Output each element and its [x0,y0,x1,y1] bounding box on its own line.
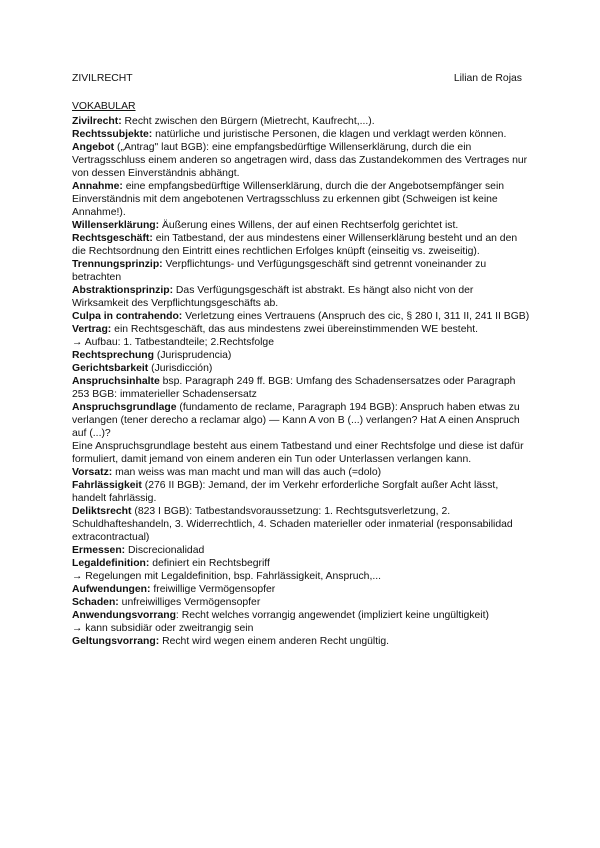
term: Abstraktionsprinzip: [72,285,174,296]
term: Rechtsprechung [72,350,154,361]
definition: (276 II BGB): Jemand, der im Verkehr erforderliche Sorgfalt außer Acht lässt, handelt fahrlässig. [72,480,499,504]
term: Angebot [72,142,115,153]
entry-vertrag [72,323,532,336]
term: Geltungsvorrang: [72,636,160,647]
entry-anspruchsgrundlage [72,401,532,440]
entry-schaden [72,596,532,609]
entry-vorsatz [72,466,532,479]
entry-anwendungsvorrang-note [72,622,532,635]
entry-ermessen [72,544,532,557]
entry-legaldefinition-note [72,570,532,583]
definition: (823 I BGB): Tatbestandsvoraussetzung: 1. Rechtsgutsverletzung, 2. Schuldhafteshandeln, 3. Widerrechtlich, 4. Schaden materieller oder inmaterial (responsabilidad extracontractual) [72,506,513,543]
definition: Äußerung eines Willens, der auf einen Rechtserfolg gerichtet ist. [159,220,459,231]
entry-legaldefinition [72,557,532,570]
definition: Verletzung eines Vertrauens (Anspruch des cic, § 280 I, 311 II, 241 II BGB) [182,311,530,322]
definition: unfreiwilliges Vermögensopfer [118,597,261,608]
term: Schaden: [72,597,119,608]
term: Anwendungsvorrang [72,610,176,621]
entry-trennungsprinzip [72,258,532,284]
author-name: Lilian de Rojas [453,73,522,84]
term: Fahrlässigkeit [72,480,142,491]
definition: eine empfangsbedürftige Willenserklärung, durch die der Angebotsempfänger sein Einverständnis mit dem angebotenen Vertragsschluss zu erkennen gibt (Schweigen ist keine Annahme!). [72,181,505,218]
definition: man weiss was man macht und man will das auch (=dolo) [112,467,382,478]
definition: ein Rechtsgeschäft, das aus mindestens zwei übereinstimmenden WE besteht. [111,324,479,335]
definition: Das Verfügungsgeschäft ist abstrakt. Es hängt also nicht von der Wirksamkeit des Verpflichtungsgeschäfts ab. [72,285,474,309]
entry-zivilrecht [72,115,532,128]
entry-rechtsprechung [72,349,532,362]
subject-title: ZIVILRECHT [72,73,133,84]
definition: (Jurisdicción) [148,363,213,374]
definition: ein Tatbestand, der aus mindestens einer Willenserklärung besteht und an den die Rechtsordnung den Eintritt eines rechtlichen Erfolges knüpft (einseitig vs. zweiseitig). [72,233,518,257]
definition: (Jurisprudencia) [153,350,232,361]
definition: bsp. Paragraph 249 ff. BGB: Umfang des Schadensersatzes oder Paragraph 253 BGB: immaterieller Schadensersatz [72,376,516,400]
term: Vorsatz: [72,467,113,478]
entry-anspruchsgrundlage-note [72,440,532,466]
definition: Verpflichtungs- und Verfügungsgeschäft sind getrennt voneinander zu betrachten [72,259,487,283]
entry-aufwendungen [72,583,532,596]
term: Legaldefinition: [72,558,150,569]
term: Zivilrecht: [72,116,122,127]
term: Rechtsgeschäft: [72,233,153,244]
term: Gerichtsbarkeit [72,363,149,374]
definition: → Aufbau: 1. Tatbestandteile; 2.Rechtsfolge [72,337,274,348]
entry-angebot [72,141,532,180]
term: Trennungsprinzip: [72,259,163,270]
definition: definiert ein Rechtsbegriff [149,558,270,569]
entry-deliktsrecht [72,505,532,544]
definition: → Regelungen mit Legaldefinition, bsp. Fahrlässigkeit, Anspruch,... [72,571,382,582]
entry-fahrlaessigkeit [72,479,532,505]
entry-rechtssubjekte [72,128,532,141]
entry-annahme [72,180,532,219]
definition: Eine Anspruchsgrundlage besteht aus einem Tatbestand und einer Rechtsfolge und diese ist dafür formuliert, damit jemand von einem anderen ein Tun oder Unterlassen verlangen kann. [72,441,524,465]
definition: : Recht welches vorrangig angewendet (impliziert keine ungültigkeit) [175,610,489,621]
term: Ermessen: [72,545,126,556]
definition: → kann subsidiär oder zweitrangig sein [72,623,254,634]
document-body [72,100,532,648]
entry-vertrag-aufbau [72,336,532,349]
definition: freiwillige Vermögensopfer [150,584,276,595]
term: Anspruchsinhalte [72,376,160,387]
definition: Recht wird wegen einem anderen Recht ungültig. [159,636,390,647]
definition: natürliche und juristische Personen, die klagen und verklagt werden können. [152,129,507,140]
term: Deliktsrecht [72,506,132,517]
term: Anspruchsgrundlage [72,402,177,413]
entry-willenserklaerung [72,219,532,232]
section-title: VOKABULAR [72,101,136,112]
term: Vertrag: [72,324,112,335]
definition: Discrecionalidad [125,545,205,556]
entry-culpa-in-contrahendo [72,310,532,323]
term: Rechtssubjekte: [72,129,153,140]
term: Willenserklärung: [72,220,160,231]
entry-geltungsvorrang [72,635,532,648]
definition: („Antrag" laut BGB): eine empfangsbedürftige Willenserklärung, durch die ein Vertragsschluss einem anderen so angetragen wird, dass das Zustandekommen des Vertrages nur von dessen Einverständnis abhängt. [72,142,528,179]
term: Culpa in contrahendo: [72,311,183,322]
entry-anwendungsvorrang [72,609,532,622]
term: Aufwendungen: [72,584,151,595]
definition: (fundamento de reclame, Paragraph 194 BGB): Anspruch haben etwas zu verlangen (tener derecho a reclamar algo) — Kann A von B (...) verlangen? Hat A einen Anspruch auf (...)? [72,402,520,439]
term: Annahme: [72,181,123,192]
entry-rechtsgeschaeft [72,232,532,258]
entry-anspruchsinhalte [72,375,532,401]
entry-gerichtsbarkeit [72,362,532,375]
entry-abstraktionsprinzip [72,284,532,310]
definition: Recht zwischen den Bürgern (Mietrecht, Kaufrecht,...). [121,116,375,127]
